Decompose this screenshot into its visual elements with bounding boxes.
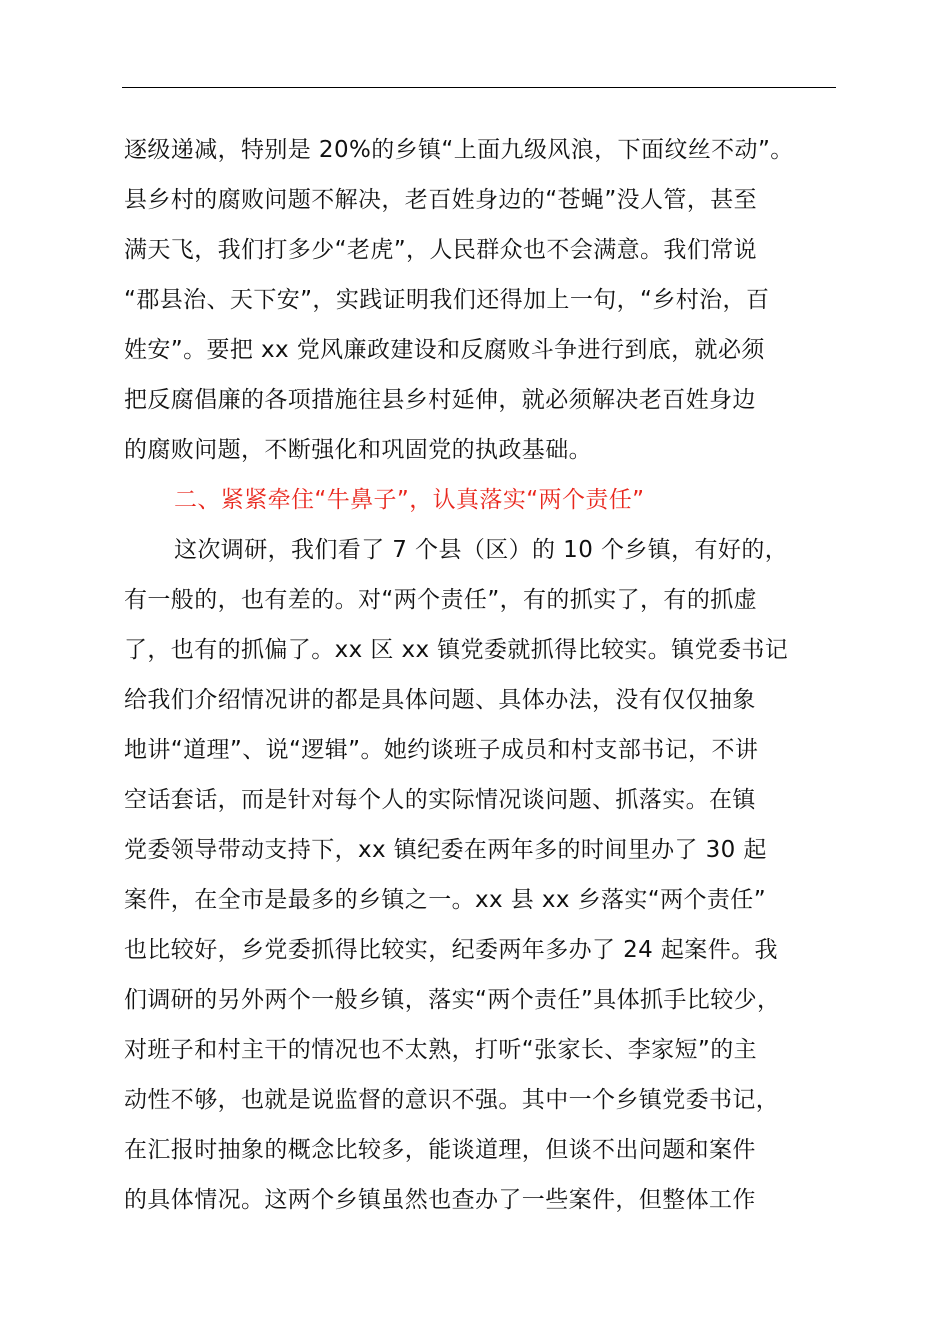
paragraph-line: 在汇报时抽象的概念比较多，能谈道理，但谈不出问题和案件 <box>124 1137 756 1163</box>
paragraph-line: 空话套话，而是针对每个人的实际情况谈问题、抓落实。在镇 <box>124 787 756 813</box>
paragraph-line: 党委领导带动支持下，xx 镇纪委在两年多的时间里办了 30 起 <box>124 837 767 863</box>
paragraph-line: 姓安”。要把 xx 党风廉政建设和反腐败斗争进行到底，就必须 <box>124 337 765 363</box>
paragraph-line: “郡县治、天下安”，实践证明我们还得加上一句，“乡村治，百 <box>124 287 770 313</box>
paragraph-line: 的腐败问题，不断强化和巩固党的执政基础。 <box>124 437 592 463</box>
paragraph-line: 的具体情况。这两个乡镇虽然也查办了一些案件，但整体工作 <box>124 1187 756 1213</box>
paragraph-line: 地讲“道理”、说“逻辑”。她约谈班子成员和村支部书记，不讲 <box>124 737 759 763</box>
document-body <box>124 125 854 1225</box>
paragraph-line: 有一般的，也有差的。对“两个责任”，有的抓实了，有的抓虚 <box>124 587 758 613</box>
paragraph-line: 这次调研，我们看了 7 个县（区）的 10 个乡镇，有好的， <box>174 537 789 563</box>
paragraph-line: 们调研的另外两个一般乡镇，落实“两个责任”具体抓手比较少， <box>124 987 781 1013</box>
header-rule <box>122 87 836 88</box>
paragraph-line: 案件，在全市是最多的乡镇之一。xx 县 xx 乡落实“两个责任” <box>124 887 767 913</box>
paragraph-line: 了，也有的抓偏了。xx 区 xx 镇党委就抓得比较实。镇党委书记 <box>124 637 789 663</box>
section-heading: 二、紧紧牵住“牛鼻子”，认真落实“两个责任” <box>174 487 645 513</box>
paragraph-line: 也比较好，乡党委抓得比较实，纪委两年多办了 24 起案件。我 <box>124 937 778 963</box>
paragraph-line: 县乡村的腐败问题不解决，老百姓身边的“苍蝇”没人管，甚至 <box>124 187 758 213</box>
paragraph-line: 把反腐倡廉的各项措施往县乡村延伸，就必须解决老百姓身边 <box>124 387 756 413</box>
paragraph-line: 逐级递减，特别是 20%的乡镇“上面九级风浪，下面纹丝不动”。 <box>124 137 794 163</box>
paragraph-line: 动性不够，也就是说监督的意识不强。其中一个乡镇党委书记， <box>124 1087 780 1113</box>
paragraph-line: 对班子和村主干的情况也不太熟，打听“张家长、李家短”的主 <box>124 1037 758 1063</box>
paragraph-line: 给我们介绍情况讲的都是具体问题、具体办法，没有仅仅抽象 <box>124 687 756 713</box>
paragraph-line: 满天飞，我们打多少“老虎”，人民群众也不会满意。我们常说 <box>124 237 758 263</box>
